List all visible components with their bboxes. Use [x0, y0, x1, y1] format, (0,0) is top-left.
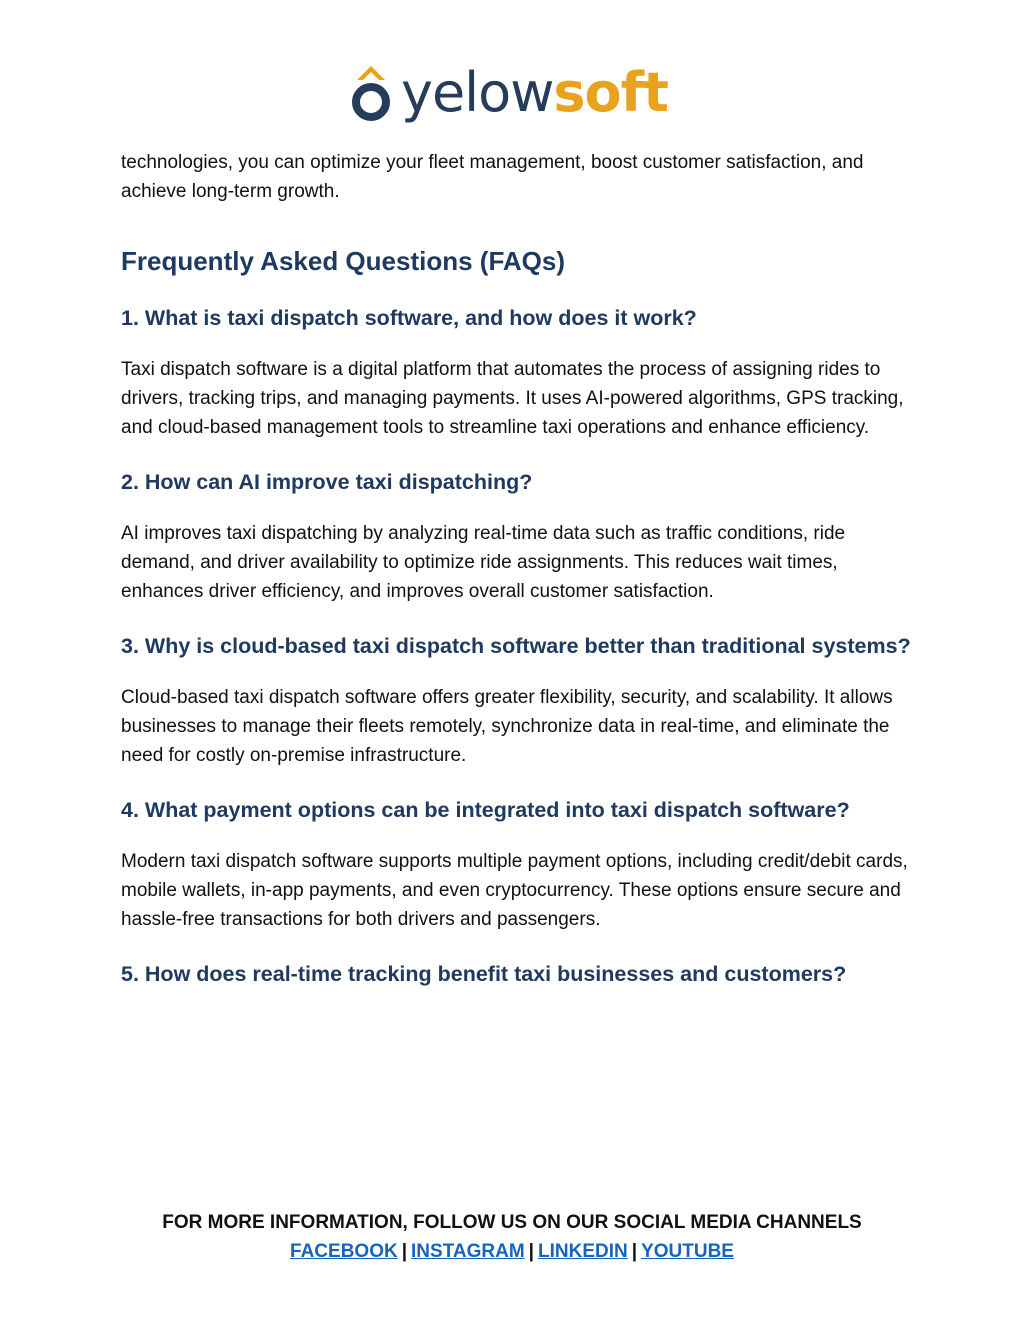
youtube-link[interactable]: YOUTUBE: [641, 1241, 734, 1262]
faq-item: [121, 466, 921, 606]
brand-wordmark: [401, 58, 668, 128]
linkedin-link[interactable]: LINKEDIN: [538, 1241, 628, 1262]
faq-answer: Cloud-based taxi dispatch software offers greater flexibility, security, and scalability. It allows businesses to manage their fleets remotely, synchronize data in real-time, and eliminate the need for costly on-premise infrastructure.: [121, 687, 893, 766]
brand-wordmark-part1: yelow: [401, 61, 554, 124]
facebook-link[interactable]: FACEBOOK: [290, 1241, 398, 1262]
footer-social-links: [0, 1237, 1024, 1266]
brand-logo: [347, 58, 668, 128]
yelowsoft-logo-icon: [347, 58, 395, 128]
faq-question: 3. Why is cloud-based taxi dispatch software better than traditional systems?: [121, 634, 911, 658]
brand-wordmark-part2: soft: [553, 61, 668, 124]
intro-paragraph: technologies, you can optimize your fleet management, boost customer satisfaction, and achieve long-term growth.: [121, 152, 864, 202]
footer-separator: |: [528, 1241, 534, 1262]
footer-follow-text: FOR MORE INFORMATION, FOLLOW US ON OUR SOCIAL MEDIA CHANNELS: [162, 1212, 862, 1233]
faq-question: 5. How does real-time tracking benefit taxi businesses and customers?: [121, 962, 847, 986]
faq-item: [121, 630, 921, 770]
faq-answer: Taxi dispatch software is a digital platform that automates the process of assigning rides to drivers, tracking trips, and managing payments. It uses AI-powered algorithms, GPS tracking, and cloud-based management tools to streamline taxi operations and enhance efficiency.: [121, 359, 904, 438]
document-body: [121, 148, 921, 991]
faq-item: [121, 302, 921, 442]
faq-item: [121, 958, 921, 991]
faq-item: [121, 794, 921, 934]
footer-separator: |: [401, 1241, 408, 1262]
faq-answer: AI improves taxi dispatching by analyzing real-time data such as traffic conditions, ride demand, and driver availability to optimize ride assignments. This reduces wait times, enhances driver efficiency, and improves overall customer satisfaction.: [121, 523, 846, 602]
faq-question: 4. What payment options can be integrated into taxi dispatch software?: [121, 798, 850, 822]
instagram-link[interactable]: INSTAGRAM: [411, 1241, 525, 1262]
faq-question: 1. What is taxi dispatch software, and how does it work?: [121, 306, 697, 330]
page-footer: [0, 1208, 1024, 1266]
footer-separator: |: [631, 1241, 638, 1262]
faq-answer: Modern taxi dispatch software supports multiple payment options, including credit/debit cards, mobile wallets, in-app payments, and even cryptocurrency. These options ensure secure and hassle-free transactions for both drivers and passengers.: [121, 851, 908, 930]
faq-question: 2. How can AI improve taxi dispatching?: [121, 470, 533, 494]
faq-heading: Frequently Asked Questions (FAQs): [121, 246, 566, 276]
